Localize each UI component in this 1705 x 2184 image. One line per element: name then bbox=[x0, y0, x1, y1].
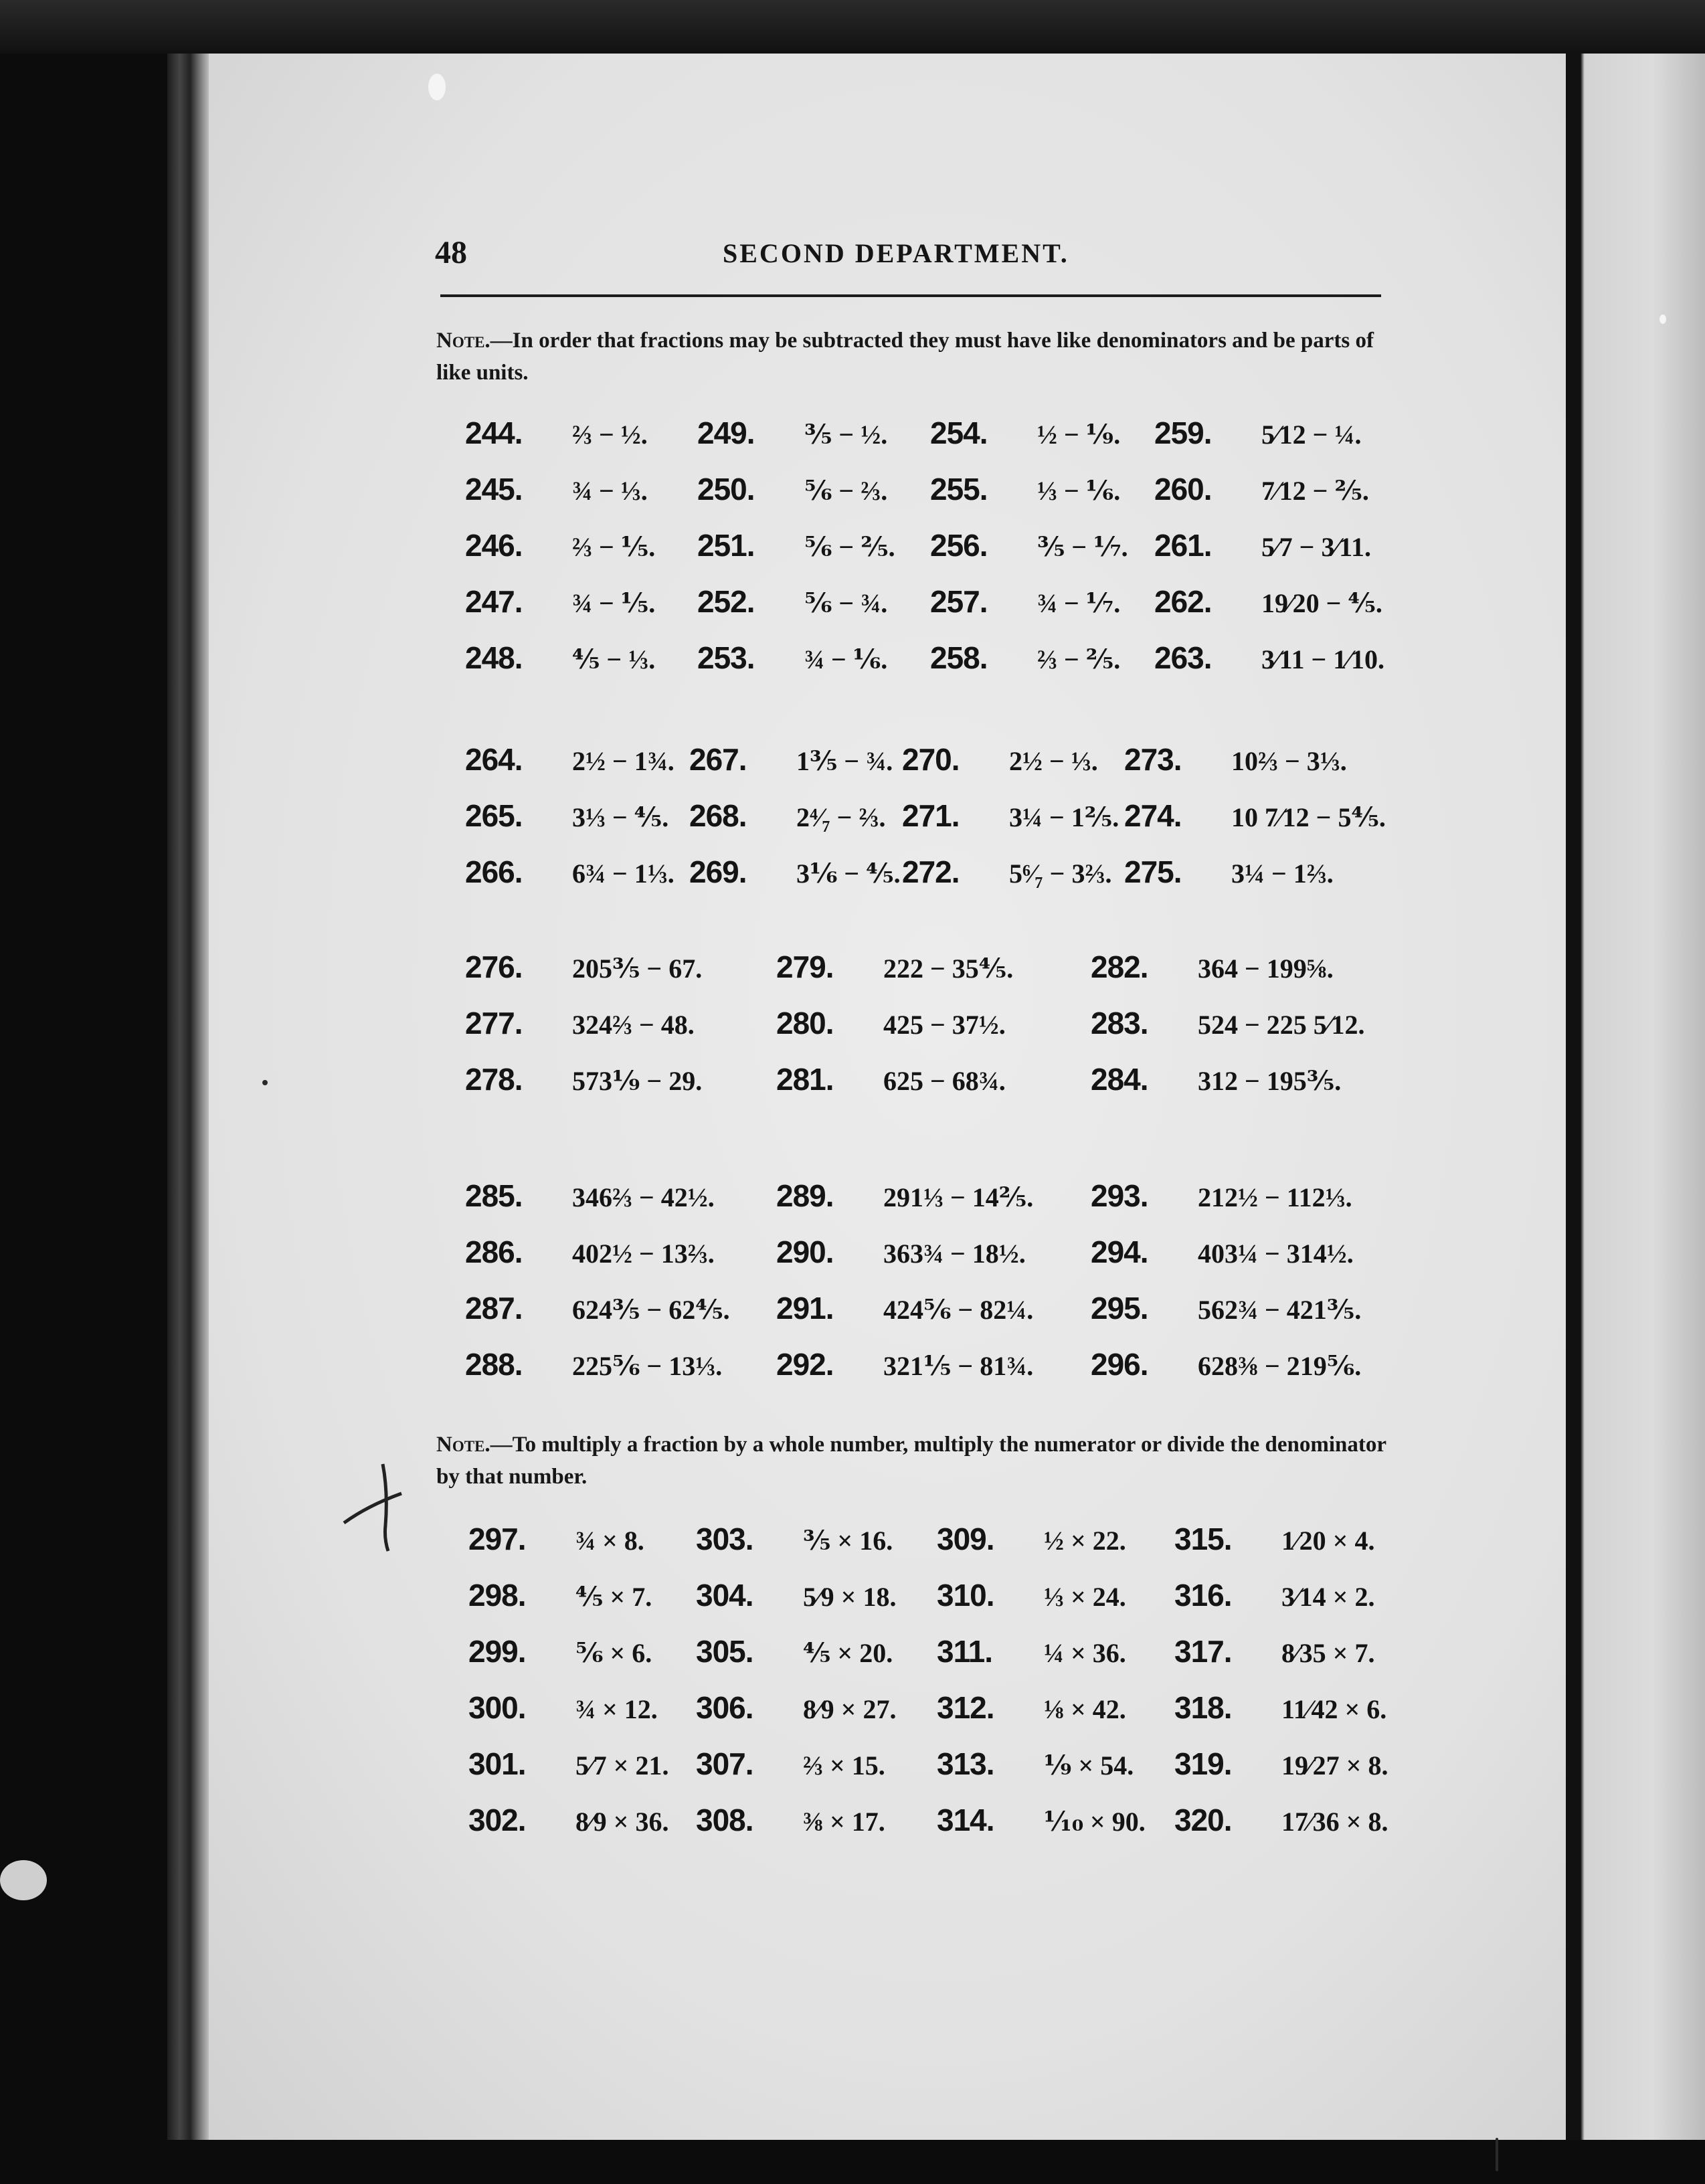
problem-expression: ⅜ × 17. bbox=[803, 1807, 885, 1837]
problem-number: 247. bbox=[465, 584, 523, 619]
problem-expression: ⅚ − ⅔. bbox=[804, 476, 888, 506]
problem-number: 308. bbox=[696, 1803, 753, 1837]
problem-number: 245. bbox=[465, 472, 523, 507]
problem-expression: 222 − 35⅘. bbox=[883, 953, 1014, 984]
problem-number: 316. bbox=[1174, 1578, 1232, 1613]
page-binding-edge bbox=[167, 54, 209, 2140]
problem-item bbox=[902, 798, 1119, 834]
problem-number: 275. bbox=[1124, 854, 1182, 889]
problem-expression: 5⁄9 × 18. bbox=[803, 1582, 897, 1612]
problem-item bbox=[1091, 1234, 1354, 1270]
problem-item bbox=[937, 1521, 1126, 1557]
film-border-top bbox=[0, 0, 1705, 54]
problem-number: 293. bbox=[1091, 1178, 1148, 1213]
problem-expression: 5⁄12 − ¼. bbox=[1261, 420, 1362, 450]
problem-item bbox=[696, 1633, 893, 1669]
problem-expression: 8⁄35 × 7. bbox=[1281, 1638, 1375, 1668]
problem-expression: ⅔ − ⅖. bbox=[1037, 644, 1121, 674]
problem-number: 280. bbox=[776, 1006, 834, 1040]
problem-number: 252. bbox=[697, 584, 755, 619]
problem-expression: 225⅚ − 13⅓. bbox=[572, 1351, 723, 1381]
problem-number: 288. bbox=[465, 1347, 523, 1382]
problem-item bbox=[697, 527, 895, 563]
problem-expression: 346⅔ − 42½. bbox=[572, 1182, 715, 1212]
problem-expression: ⅔ × 15. bbox=[803, 1750, 885, 1781]
problem-item bbox=[1174, 1802, 1388, 1838]
problem-expression: 424⅚ − 82¼. bbox=[883, 1295, 1034, 1325]
problem-item bbox=[776, 1005, 1006, 1041]
problem-item bbox=[465, 798, 668, 834]
problem-item bbox=[465, 1290, 730, 1326]
problem-expression: 321⅕ − 81¾. bbox=[883, 1351, 1034, 1381]
problem-number: 315. bbox=[1174, 1522, 1232, 1556]
problem-item bbox=[1154, 415, 1361, 451]
problem-expression: 3⁄14 × 2. bbox=[1281, 1582, 1375, 1612]
film-speck bbox=[428, 74, 446, 100]
problem-item bbox=[1091, 1290, 1361, 1326]
problem-number: 260. bbox=[1154, 472, 1212, 507]
problem-number: 249. bbox=[697, 416, 755, 450]
problem-number: 256. bbox=[930, 528, 988, 563]
problem-item bbox=[689, 741, 893, 778]
problem-item bbox=[1174, 1577, 1374, 1613]
problem-item bbox=[465, 471, 648, 507]
pencil-mark-icon bbox=[341, 1459, 435, 1552]
problem-item bbox=[776, 949, 1013, 985]
problem-item bbox=[930, 583, 1120, 620]
problem-item bbox=[776, 1178, 1033, 1214]
problem-expression: 8⁄9 × 36. bbox=[575, 1807, 669, 1837]
problem-expression: 10 7⁄12 − 5⅘. bbox=[1231, 802, 1386, 832]
problem-expression: ⅔ − ⅕. bbox=[572, 532, 656, 562]
problem-item bbox=[465, 1178, 715, 1214]
problem-expression: 2½ − 1¾. bbox=[572, 746, 675, 776]
problem-number: 285. bbox=[465, 1178, 523, 1213]
problem-number: 298. bbox=[468, 1578, 526, 1613]
problem-expression: 2½ − ⅓. bbox=[1009, 746, 1098, 776]
problem-number: 278. bbox=[465, 1062, 523, 1097]
header-rule bbox=[440, 294, 1381, 297]
problem-expression: 324⅔ − 48. bbox=[572, 1010, 695, 1040]
problem-number: 287. bbox=[465, 1291, 523, 1326]
problem-item bbox=[930, 640, 1120, 676]
problem-item bbox=[696, 1577, 896, 1613]
problem-item bbox=[468, 1577, 652, 1613]
problem-item bbox=[468, 1633, 652, 1669]
problem-item bbox=[930, 415, 1120, 451]
problem-expression: 3¼ − 1⅔. bbox=[1231, 858, 1334, 889]
problem-number: 306. bbox=[696, 1690, 753, 1725]
problem-item bbox=[468, 1521, 644, 1557]
problem-expression: ⅚ − ¾. bbox=[804, 588, 888, 618]
problem-number: 284. bbox=[1091, 1062, 1148, 1097]
problem-expression: ½ − ⅑. bbox=[1037, 420, 1121, 450]
problem-number: 311. bbox=[937, 1634, 992, 1669]
problem-expression: ⅘ × 7. bbox=[575, 1582, 652, 1612]
problem-number: 271. bbox=[902, 798, 960, 833]
problem-expression: 291⅓ − 14⅖. bbox=[883, 1182, 1034, 1212]
page-title: SECOND DEPARTMENT. bbox=[723, 238, 1069, 268]
problem-number: 282. bbox=[1091, 949, 1148, 984]
problem-item bbox=[465, 527, 655, 563]
problem-number: 302. bbox=[468, 1803, 526, 1837]
problem-expression: ⅗ × 16. bbox=[803, 1526, 893, 1556]
problem-expression: ⅒ × 90. bbox=[1044, 1807, 1146, 1837]
problem-item bbox=[468, 1746, 668, 1782]
problem-number: 251. bbox=[697, 528, 755, 563]
problem-item bbox=[776, 1234, 1026, 1270]
problem-expression: 10⅔ − 3⅓. bbox=[1231, 746, 1347, 776]
problem-item bbox=[776, 1061, 1006, 1097]
problem-item bbox=[1174, 1690, 1386, 1726]
problem-expression: 3¼ − 1⅖. bbox=[1009, 802, 1119, 832]
problem-number: 289. bbox=[776, 1178, 834, 1213]
problem-expression: ⅓ × 24. bbox=[1044, 1582, 1126, 1612]
problem-number: 317. bbox=[1174, 1634, 1232, 1669]
problem-item bbox=[937, 1633, 1126, 1669]
problem-item bbox=[776, 1290, 1033, 1326]
problem-expression: 6¾ − 1⅓. bbox=[572, 858, 675, 889]
problem-number: 273. bbox=[1124, 742, 1182, 777]
problem-number: 300. bbox=[468, 1690, 526, 1725]
problem-item bbox=[468, 1690, 658, 1726]
problem-number: 283. bbox=[1091, 1006, 1148, 1040]
problem-expression: ¾ − ⅐. bbox=[1037, 588, 1121, 618]
page-number: 48 bbox=[435, 235, 467, 270]
problem-item bbox=[465, 415, 648, 451]
problem-expression: 628⅜ − 219⅚. bbox=[1198, 1351, 1362, 1381]
problem-expression: 562¾ − 421⅗. bbox=[1198, 1295, 1362, 1325]
problem-item bbox=[776, 1346, 1033, 1382]
problem-expression: 11⁄42 × 6. bbox=[1281, 1694, 1387, 1724]
note-subtraction bbox=[436, 325, 1380, 389]
problem-expression: 363¾ − 18½. bbox=[883, 1239, 1026, 1269]
problem-expression: 5⁄7 × 21. bbox=[575, 1750, 669, 1781]
problem-item bbox=[1154, 583, 1382, 620]
problem-expression: 402½ − 13⅔. bbox=[572, 1239, 715, 1269]
problem-number: 303. bbox=[696, 1522, 753, 1556]
problem-number: 267. bbox=[689, 742, 747, 777]
problem-expression: ⅚ × 6. bbox=[575, 1638, 652, 1668]
problem-expression: 5⁄7 − 3⁄11. bbox=[1261, 532, 1371, 562]
problem-expression: 8⁄9 × 27. bbox=[803, 1694, 897, 1724]
problem-number: 297. bbox=[468, 1522, 526, 1556]
problem-item bbox=[1174, 1633, 1374, 1669]
problem-expression: 403¼ − 314½. bbox=[1198, 1239, 1354, 1269]
problem-item bbox=[1091, 949, 1334, 985]
problem-item bbox=[689, 798, 885, 834]
problem-number: 276. bbox=[465, 949, 523, 984]
problem-number: 266. bbox=[465, 854, 523, 889]
problem-item bbox=[696, 1802, 885, 1838]
problem-number: 270. bbox=[902, 742, 960, 777]
note-lead: Note. bbox=[436, 329, 490, 353]
problem-item bbox=[1091, 1178, 1352, 1214]
note-multiplication bbox=[436, 1429, 1386, 1493]
problem-number: 258. bbox=[930, 640, 988, 675]
problem-expression: ⅘ × 20. bbox=[803, 1638, 893, 1668]
problem-number: 307. bbox=[696, 1746, 753, 1781]
problem-expression: 19⁄20 − ⅘. bbox=[1261, 588, 1382, 618]
problem-expression: 425 − 37½. bbox=[883, 1010, 1006, 1040]
problem-number: 295. bbox=[1091, 1291, 1148, 1326]
problem-number: 313. bbox=[937, 1746, 994, 1781]
problem-number: 292. bbox=[776, 1347, 834, 1382]
problem-item bbox=[689, 854, 901, 890]
problem-item bbox=[937, 1802, 1146, 1838]
problem-number: 312. bbox=[937, 1690, 994, 1725]
problem-item bbox=[697, 471, 887, 507]
problem-expression: ⅘ − ⅓. bbox=[572, 644, 656, 674]
problem-item bbox=[930, 471, 1120, 507]
film-speck bbox=[0, 1860, 47, 1900]
problem-number: 274. bbox=[1124, 798, 1182, 833]
problem-expression: 364 − 199⅝. bbox=[1198, 953, 1334, 984]
problem-item bbox=[1091, 1346, 1361, 1382]
problem-number: 279. bbox=[776, 949, 834, 984]
problem-item bbox=[1124, 854, 1334, 890]
problem-expression: 19⁄27 × 8. bbox=[1281, 1750, 1388, 1781]
note-text: —In order that fractions may be subtracted they must have like denominators and be parts of like units. bbox=[436, 329, 1374, 385]
problem-item bbox=[1124, 798, 1386, 834]
problem-number: 244. bbox=[465, 416, 523, 450]
problem-expression: 17⁄36 × 8. bbox=[1281, 1807, 1388, 1837]
problem-expression: 205⅗ − 67. bbox=[572, 953, 703, 984]
problem-number: 286. bbox=[465, 1235, 523, 1269]
problem-expression: 312 − 195⅗. bbox=[1198, 1066, 1342, 1096]
note-text: —To multiply a fraction by a whole number, multiply the numerator or divide the denominator by that number. bbox=[436, 1433, 1386, 1489]
running-head bbox=[435, 234, 1385, 274]
problem-number: 263. bbox=[1154, 640, 1212, 675]
problem-number: 261. bbox=[1154, 528, 1212, 563]
problem-number: 301. bbox=[468, 1746, 526, 1781]
problem-expression: ⅑ × 54. bbox=[1044, 1750, 1134, 1781]
problem-number: 294. bbox=[1091, 1235, 1148, 1269]
note-lead: Note. bbox=[436, 1433, 490, 1457]
problem-item bbox=[902, 741, 1098, 778]
problem-expression: ¾ − ⅓. bbox=[572, 476, 648, 506]
problem-number: 259. bbox=[1154, 416, 1212, 450]
problem-expression: ¾ − ⅕. bbox=[572, 588, 656, 618]
problem-expression: 7⁄12 − ⅖. bbox=[1261, 476, 1369, 506]
problem-item bbox=[465, 949, 702, 985]
problem-item bbox=[697, 640, 887, 676]
problem-number: 268. bbox=[689, 798, 747, 833]
problem-item bbox=[468, 1802, 668, 1838]
problem-number: 304. bbox=[696, 1578, 753, 1613]
problem-item bbox=[465, 1005, 695, 1041]
problem-expression: ⅗ − ⅐. bbox=[1037, 532, 1128, 562]
problem-number: 272. bbox=[902, 854, 960, 889]
problem-item bbox=[696, 1746, 885, 1782]
film-dust bbox=[1496, 2138, 1498, 2171]
problem-expression: 2⁴⁄₇ − ⅔. bbox=[796, 802, 886, 832]
problem-expression: 624⅗ − 62⅘. bbox=[572, 1295, 730, 1325]
problem-number: 255. bbox=[930, 472, 988, 507]
problem-number: 250. bbox=[697, 472, 755, 507]
problem-expression: ⅗ − ½. bbox=[804, 420, 888, 450]
problem-number: 310. bbox=[937, 1578, 994, 1613]
problem-item bbox=[937, 1577, 1126, 1613]
problem-number: 257. bbox=[930, 584, 988, 619]
problem-item bbox=[902, 854, 1111, 890]
problem-item bbox=[1154, 527, 1371, 563]
problem-expression: 3⅓ − ⅘. bbox=[572, 802, 669, 832]
problem-item bbox=[1174, 1746, 1388, 1782]
problem-item bbox=[937, 1690, 1126, 1726]
problem-expression: 3⁄11 − 1⁄10. bbox=[1261, 644, 1384, 674]
problem-number: 305. bbox=[696, 1634, 753, 1669]
problem-number: 318. bbox=[1174, 1690, 1232, 1725]
problem-number: 319. bbox=[1174, 1746, 1232, 1781]
problem-number: 291. bbox=[776, 1291, 834, 1326]
problem-item bbox=[1154, 471, 1369, 507]
page-gutter bbox=[1566, 54, 1581, 2140]
problem-item bbox=[465, 1061, 702, 1097]
problem-number: 314. bbox=[937, 1803, 994, 1837]
problem-item bbox=[930, 527, 1128, 563]
problem-number: 264. bbox=[465, 742, 523, 777]
problem-item bbox=[1091, 1005, 1364, 1041]
problem-item bbox=[465, 583, 655, 620]
problem-number: 309. bbox=[937, 1522, 994, 1556]
facing-page-edge bbox=[1573, 54, 1705, 2140]
film-speck bbox=[1659, 314, 1666, 324]
problem-expression: 573⅑ − 29. bbox=[572, 1066, 703, 1096]
problem-item bbox=[1091, 1061, 1341, 1097]
problem-expression: ⅓ − ⅙. bbox=[1037, 476, 1121, 506]
problem-number: 246. bbox=[465, 528, 523, 563]
problem-item bbox=[697, 583, 887, 620]
problem-item bbox=[1124, 741, 1347, 778]
problem-item bbox=[465, 741, 675, 778]
problem-item bbox=[697, 415, 887, 451]
problem-number: 299. bbox=[468, 1634, 526, 1669]
problem-item bbox=[696, 1521, 893, 1557]
problem-item bbox=[465, 1234, 715, 1270]
problem-number: 320. bbox=[1174, 1803, 1232, 1837]
problem-expression: 524 − 225 5⁄12. bbox=[1198, 1010, 1365, 1040]
problem-expression: ¾ × 12. bbox=[575, 1694, 658, 1724]
problem-number: 296. bbox=[1091, 1347, 1148, 1382]
problem-number: 290. bbox=[776, 1235, 834, 1269]
problem-expression: ⅔ − ½. bbox=[572, 420, 648, 450]
problem-item bbox=[465, 854, 675, 890]
problem-expression: 625 − 68¾. bbox=[883, 1066, 1006, 1096]
problem-item bbox=[465, 640, 655, 676]
problem-expression: 5⁶⁄₇ − 3⅔. bbox=[1009, 858, 1112, 889]
problem-number: 265. bbox=[465, 798, 523, 833]
problem-expression: 3⅙ − ⅘. bbox=[796, 858, 901, 889]
problem-item bbox=[465, 1346, 722, 1382]
problem-expression: ¾ − ⅙. bbox=[804, 644, 888, 674]
problem-number: 281. bbox=[776, 1062, 834, 1097]
problem-number: 262. bbox=[1154, 584, 1212, 619]
film-dust bbox=[262, 1080, 268, 1085]
problem-item bbox=[696, 1690, 896, 1726]
problem-expression: ¼ × 36. bbox=[1044, 1638, 1126, 1668]
problem-expression: ⅚ − ⅖. bbox=[804, 532, 895, 562]
problem-item bbox=[937, 1746, 1134, 1782]
problem-expression: ⅛ × 42. bbox=[1044, 1694, 1126, 1724]
problem-expression: 1⅗ − ¾. bbox=[796, 746, 893, 776]
problem-number: 269. bbox=[689, 854, 747, 889]
problem-expression: ½ × 22. bbox=[1044, 1526, 1126, 1556]
problem-item bbox=[1154, 640, 1384, 676]
problem-expression: ¾ × 8. bbox=[575, 1526, 644, 1556]
problem-number: 254. bbox=[930, 416, 988, 450]
problem-expression: 1⁄20 × 4. bbox=[1281, 1526, 1375, 1556]
problem-number: 248. bbox=[465, 640, 523, 675]
problem-number: 277. bbox=[465, 1006, 523, 1040]
problem-number: 253. bbox=[697, 640, 755, 675]
problem-item bbox=[1174, 1521, 1374, 1557]
problem-expression: 212½ − 112⅓. bbox=[1198, 1182, 1352, 1212]
